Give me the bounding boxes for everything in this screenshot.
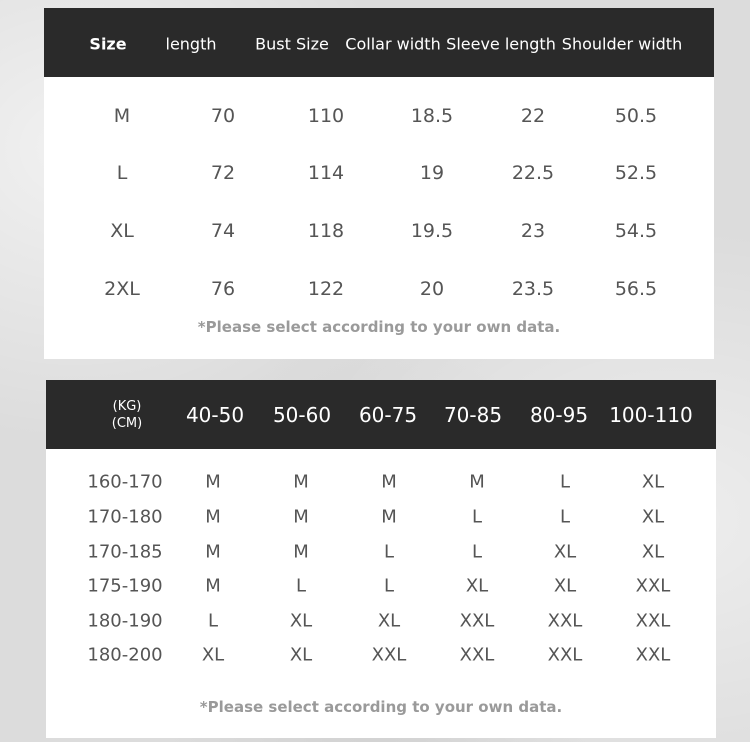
size-cell: 2XL [104, 278, 140, 300]
weight-unit-label: (KG) [112, 399, 142, 414]
height-range-cell: 175-190 [87, 575, 163, 597]
collar-cell: 19.5 [410, 220, 454, 242]
shoulder-cell: 54.5 [614, 220, 658, 242]
header-shoulder-width: Shoulder width [561, 34, 683, 54]
weight-range-header: 40-50 [185, 403, 245, 427]
header-length: length [165, 34, 217, 54]
header-collar-width: Collar width [345, 34, 441, 54]
height-range-cell: 170-185 [87, 541, 163, 563]
height-range-cell: 170-180 [87, 506, 163, 528]
fit-size-cell: M [205, 541, 221, 563]
bust-cell: 122 [307, 278, 345, 300]
height-range-cell: 160-170 [87, 471, 163, 493]
fit-size-cell: L [207, 610, 219, 632]
size-cell: M [113, 105, 131, 127]
height-unit-label: (CM) [111, 416, 143, 431]
fit-size-cell: M [205, 506, 221, 528]
length-cell: 72 [210, 162, 236, 184]
bust-cell: 118 [307, 220, 345, 242]
size-cell: L [116, 162, 128, 184]
fit-size-cell: XL [641, 471, 665, 493]
weight-range-header: 80-95 [529, 403, 589, 427]
fit-size-cell: M [205, 471, 221, 493]
bust-cell: 110 [307, 105, 345, 127]
weight-range-header: 50-60 [272, 403, 332, 427]
fit-size-cell: XXL [547, 644, 583, 666]
fit-size-cell: M [293, 506, 309, 528]
length-cell: 76 [210, 278, 236, 300]
bust-cell: 114 [307, 162, 345, 184]
fit-size-cell: M [381, 506, 397, 528]
fit-size-cell: XL [465, 575, 489, 597]
fit-size-cell: M [293, 541, 309, 563]
sleeve-cell: 22.5 [511, 162, 555, 184]
fit-size-cell: XXL [635, 644, 671, 666]
height-range-cell: 180-200 [87, 644, 163, 666]
size-chart-header [44, 8, 714, 77]
weight-range-header: 70-85 [443, 403, 503, 427]
fit-size-cell: XXL [371, 644, 407, 666]
fit-size-cell: XXL [459, 610, 495, 632]
header-bust-size: Bust Size [255, 34, 329, 54]
fit-size-cell: M [293, 471, 309, 493]
fit-size-cell: XL [553, 541, 577, 563]
fit-size-cell: M [205, 575, 221, 597]
fit-size-cell: L [383, 575, 395, 597]
shoulder-cell: 56.5 [614, 278, 658, 300]
fit-size-cell: XL [377, 610, 401, 632]
fit-size-cell: XXL [635, 575, 671, 597]
fit-size-cell: XL [641, 506, 665, 528]
collar-cell: 19 [419, 162, 445, 184]
collar-cell: 18.5 [410, 105, 454, 127]
fit-size-cell: XXL [635, 610, 671, 632]
header-size: Size [89, 34, 127, 54]
fit-chart-panel [46, 380, 716, 738]
fit-chart-note: *Please select according to your own data. [199, 698, 563, 716]
header-sleeve-length: Sleeve length [446, 34, 556, 54]
corner-units-label [112, 398, 142, 432]
fit-size-cell: XL [641, 541, 665, 563]
fit-size-cell: L [383, 541, 395, 563]
fit-size-cell: L [471, 541, 483, 563]
height-range-cell: 180-190 [87, 610, 163, 632]
fit-size-cell: M [381, 471, 397, 493]
collar-cell: 20 [419, 278, 445, 300]
size-chart-note: *Please select according to your own data. [197, 318, 561, 336]
fit-size-cell: XL [201, 644, 225, 666]
fit-size-cell: L [471, 506, 483, 528]
weight-range-header: 100-110 [609, 403, 693, 427]
fit-size-cell: XL [553, 575, 577, 597]
sleeve-cell: 23 [520, 220, 546, 242]
size-chart-panel [44, 8, 714, 359]
length-cell: 70 [210, 105, 236, 127]
weight-range-header: 60-75 [358, 403, 418, 427]
fit-size-cell: L [559, 471, 571, 493]
fit-size-cell: L [559, 506, 571, 528]
fit-size-cell: XXL [547, 610, 583, 632]
shoulder-cell: 50.5 [614, 105, 658, 127]
fit-size-cell: L [295, 575, 307, 597]
fit-size-cell: XXL [459, 644, 495, 666]
sleeve-cell: 22 [520, 105, 546, 127]
size-cell: XL [110, 220, 134, 242]
fit-chart-header [46, 380, 716, 449]
shoulder-cell: 52.5 [614, 162, 658, 184]
fit-size-cell: XL [289, 610, 313, 632]
fit-size-cell: M [469, 471, 485, 493]
length-cell: 74 [210, 220, 236, 242]
sleeve-cell: 23.5 [511, 278, 555, 300]
fit-size-cell: XL [289, 644, 313, 666]
